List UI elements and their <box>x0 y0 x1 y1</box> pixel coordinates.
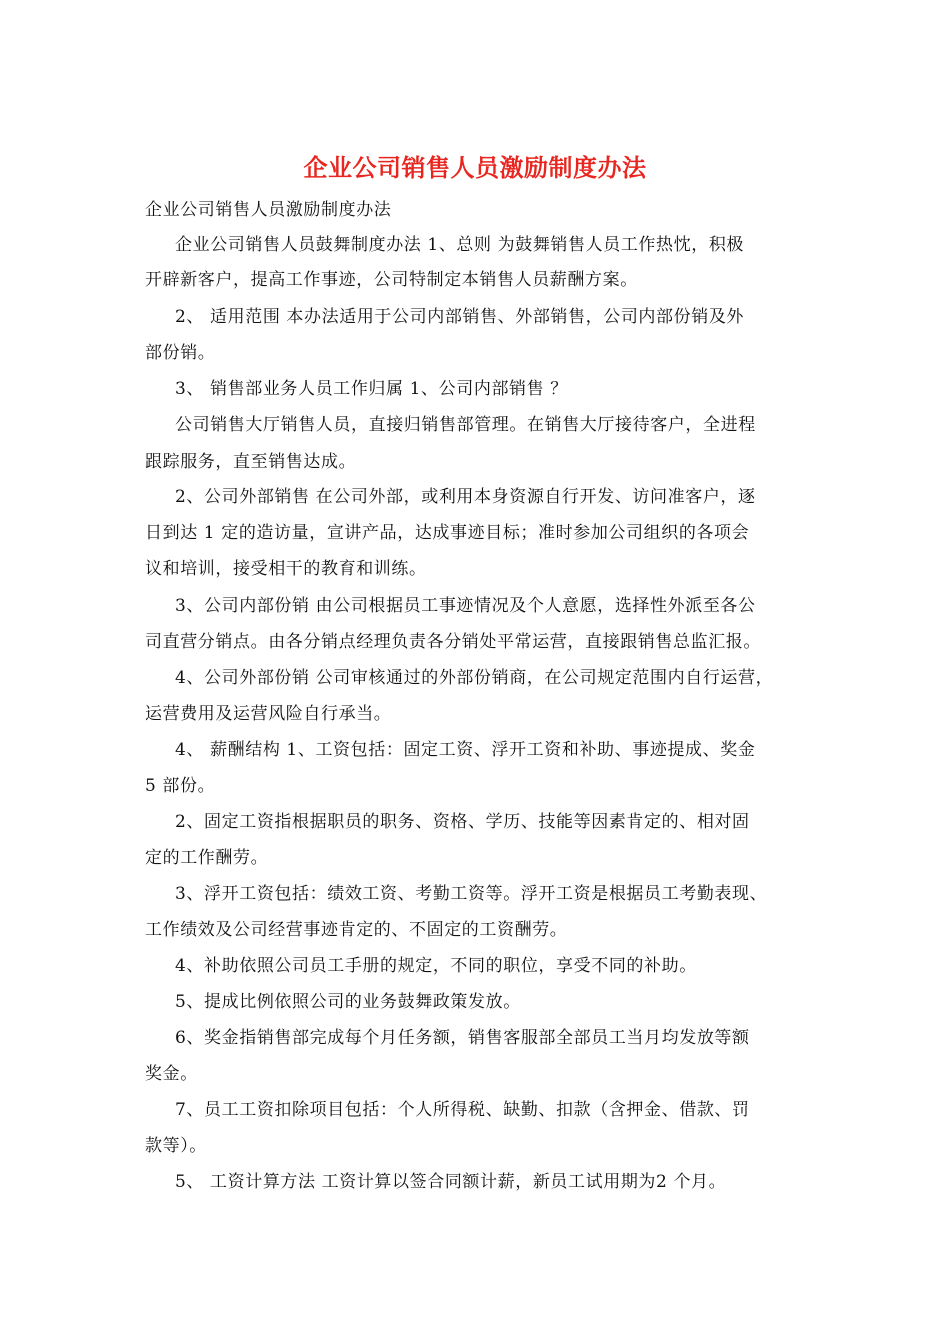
paragraph-line: 5、提成比例依照公司的业务鼓舞政策发放。 <box>175 992 521 1012</box>
paragraph-line: 2、公司外部销售 在公司外部，或利用本身资源自行开发、访问准客户，逐 <box>175 487 756 507</box>
paragraph-line: 运营费用及运营风险自行承当。 <box>145 704 392 724</box>
paragraph-line: 4、公司外部份销 公司审核通过的外部份销商，在公司规定范围内自行运营， <box>175 668 774 688</box>
document-title: 企业公司销售人员激励制度办法 <box>303 153 647 182</box>
document-subtitle: 企业公司销售人员激励制度办法 <box>145 200 392 220</box>
paragraph-line: 3、浮开工资包括：绩效工资、考勤工资等。浮开工资是根据员工考勤表现、 <box>175 884 768 904</box>
paragraph-line: 款等）。 <box>145 1136 207 1156</box>
paragraph-line: 5 部份。 <box>145 776 216 796</box>
paragraph-line: 2、固定工资指根据职员的职务、资格、学历、技能等因素肯定的、相对固 <box>175 812 750 832</box>
paragraph-line: 公司销售大厅销售人员，直接归销售部管理。在销售大厅接待客户，全进程 <box>175 415 756 435</box>
paragraph-line: 工作绩效及公司经营事迹肯定的、不固定的工资酬劳。 <box>145 920 568 940</box>
paragraph-line: 司直营分销点。由各分销点经理负责各分销处平常运营，直接跟销售总监汇报。 <box>145 632 761 652</box>
paragraph-line: 4、补助依照公司员工手册的规定，不同的职位，享受不同的补助。 <box>175 956 697 976</box>
paragraph-line: 奖金。 <box>145 1064 198 1084</box>
paragraph-line: 开辟新客户，提高工作事迹，公司特制定本销售人员薪酬方案。 <box>145 270 638 290</box>
paragraph-line: 4、 薪酬结构 1、工资包括：固定工资、浮开工资和补助、事迹提成、奖金 <box>175 740 756 760</box>
paragraph-line: 部份销。 <box>145 343 216 363</box>
paragraph-line: 定的工作酬劳。 <box>145 848 269 868</box>
paragraph-line: 2、 适用范围 本办法适用于公司内部销售、外部销售，公司内部份销及外 <box>175 307 745 327</box>
paragraph-line: 6、奖金指销售部完成每个月任务额，销售客服部全部员工当月均发放等额 <box>175 1028 750 1048</box>
paragraph-line: 5、 工资计算方法 工资计算以签合同额计薪，新员工试用期为2 个月。 <box>175 1172 727 1192</box>
paragraph-line: 7、员工工资扣除项目包括：个人所得税、缺勤、扣款（含押金、借款、罚 <box>175 1100 750 1120</box>
paragraph-line: 企业公司销售人员鼓舞制度办法 1、总则 为鼓舞销售人员工作热忱，积极 <box>175 235 745 255</box>
paragraph-line: 日到达 1 定的造访量，宣讲产品，达成事迹目标；准时参加公司组织的各项会 <box>145 523 750 543</box>
paragraph-line: 3、 销售部业务人员工作归属 1、公司内部销售 ？ <box>175 379 568 399</box>
paragraph-line: 3、公司内部份销 由公司根据员工事迹情况及个人意愿，选择性外派至各公 <box>175 596 756 616</box>
paragraph-line: 议和培训，接受相干的教育和训练。 <box>145 559 427 579</box>
paragraph-line: 跟踪服务，直至销售达成。 <box>145 452 357 472</box>
